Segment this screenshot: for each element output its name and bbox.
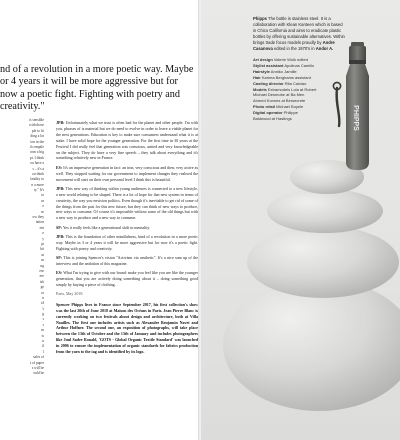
left-column-line: ur [41,198,44,203]
bottle-label: PHIPPS [352,105,359,131]
left-column-line: s [42,322,44,327]
caption-text-2: edited in the 1970's in [272,46,316,51]
left-column-line: with those [29,123,44,128]
speaker-initials: SP: [56,255,62,261]
left-column-line: ding a lot [30,134,44,139]
caption-name-2: Andor A. [315,46,334,51]
left-column-line: il [42,344,44,349]
pull-quote: nd of a revolution in a more poetic way. Maybe or 4 years it will be more aggressive but for now a poetic fight. Fighting with poetry and creativity." [0,64,194,113]
left-column-line: ese [39,268,44,273]
left-column-line: y [42,236,44,241]
credit-label: Art design [253,57,273,62]
left-column-line: d compile [29,144,44,149]
credit-value: Anniko Jamille [269,68,297,74]
left-column-line: s – it's a [32,166,44,171]
credit-value: Rita Calviao [283,80,307,86]
left-column-line: ut [41,252,44,257]
stone-upper-middle [267,189,383,233]
credit-value: Ahmed Konnes at Bersecrete [253,98,306,104]
caption-brand: Phipps [253,16,267,21]
right-page [201,0,400,440]
left-column-line: is sensible [29,118,44,122]
left-column-line: or [41,290,44,295]
left-column-line: ion in the [30,139,44,144]
left-column-line: l [43,349,44,354]
left-column-line: m [41,258,44,263]
left-column-line: ty." It's [33,188,44,193]
credit-value: Michael Boyele [275,104,304,110]
credit-value: Baldwood at Hastings [253,116,292,122]
paragraph-text: This new way of thinking within young audiences is connected to a new lifestyle, a new world relating to be shaped. There is a lot of hope for that new system in terms of creativity, the way you envision politics. Even though it's inevitable to get rid of some of the things from the past for this new future, but they can think of new ways to produce, new ways to consume. Of course it's impossible without some of the old things but with a new way to produce and a new way to consume. [56,185,198,221]
credit-label: Casting director [253,80,284,86]
left-column-line: ge [40,285,44,290]
interview-paragraph [56,186,198,221]
credit-label: Stylist assistant [253,62,284,68]
left-column-line: ou have a [30,161,44,166]
credit-label: Models [253,86,267,92]
credit-line [253,116,345,122]
left-column-line: s will be [31,365,44,370]
left-column-line: id [41,301,44,306]
credit-value: Valerie Wolk edited [272,57,308,62]
left-column-line: m [41,328,44,333]
left-column-line: bit [40,247,44,252]
credit-value: Extramodels Lola at Robert [266,86,317,92]
left-column-line: ent [39,225,44,230]
stone-lower-middle [247,226,399,298]
left-column-line: n [42,339,44,344]
speaker-initials: SP: [56,224,62,230]
credit-value: Karima Berghams assistant [260,74,311,80]
left-column-line: s [42,317,44,322]
paragraph-text: Unfortunately what we trust is often bad for the planet and other people. I'm with you, phrases of is material but we do need to evolve in order to leave a viable planet for the next generations. Education is key to make sure consumers understand what it is at stake. I have solid hope for the younger generation. For the first time in 30 years at the Festival I did really feel that generation was conscious, united and very knowledgeable on the subject. They do have a very fine speech – they talk about everything and it's something relatively new in France. [56,120,199,161]
speaker-initials: JPB: [56,233,65,239]
left-column-line: rom a big [30,150,44,155]
left-column-line: n [42,295,44,300]
left-column-line: e [42,204,44,209]
credit-label: Photo retail [253,104,276,110]
left-column-line: ts [41,333,44,338]
credit-value: Philippe [282,110,298,116]
credit-label: Hairstyle [253,68,270,74]
photo-caption [253,16,345,122]
left-column-line: fatality to [30,177,44,182]
interview-paragraph [56,255,198,267]
credit-label: Hair [253,74,261,80]
left-column-line: ng [40,263,44,268]
speaker-initials: JPB: [56,120,65,125]
left-column-line: pt. I think [29,155,44,160]
interview-paragraph [56,234,198,252]
left-column-line: 's [41,306,44,311]
left-column-line: tation [35,220,44,225]
left-column-line: ould be [33,371,44,376]
left-column-text [0,118,44,377]
interview-paragraph [56,270,198,288]
left-column-line: pt [41,241,44,246]
left-column-line: ou think [32,171,44,176]
interview-paragraphs [56,120,198,288]
caption-text: The bottle is stainless steel. It is a collaboration with Klean Kanteen which is based in Chico California and aims to eradicate plastic bottles by offering sustainable alternatives. Within brings trade focus models proudly by [253,16,345,45]
interview-column [56,120,198,354]
left-column-line: e [42,231,44,236]
left-column-line: ere [39,274,44,279]
left-column-line: se [41,209,44,214]
credit-label: Digital operator [253,110,283,116]
left-column-line: ple to fit [31,128,44,133]
paragraph-text: This is the foundation of other mindfulness, kind of a revolution in a more poetic way. Maybe in 3 or 4 years it will be more aggressive but for now it's a poetic fight. Fighting with poetry and creativity. [56,233,199,251]
left-column-line: ow they [32,215,44,220]
credit-value: Michael Desmobe at Ba Men [253,92,305,98]
speaker-initials: ES: [56,270,63,276]
bio-paragraph: Spencer Phipps lives in France since September 2017, his first collection's show was the last 20th of June 2018 at Maison des Océans in Paris. Jean Pierre Blanc is currently working on two festivals about design and architecture, both at Villa Noailles. The first one includes artists such as Alexandre Benjamin Navet and Arthur Hoffner. The second one, an exposition of photographs, will take place between the 13th of October and the 13th of January and includes photographers like Juul Sadee Ronald, 'GOTS - Global Organic Textile Standard' was launched in 2006 to ensure the implementation of organic standards for fabrics production from the yarn to the tag and is identified by its logo. [56,302,198,354]
speaker-initials: JPB: [56,185,65,191]
paragraph-text: It's an impressive generation in fact: an iron, very conscious and then, very active as well. They stopped waiting for our government to implement changes they realised the movement will start on their own personal level I think this is beautiful. [56,164,198,182]
caption-description [253,16,345,52]
left-column-line: to [41,193,44,198]
interview-paragraph [56,225,198,231]
paragraph-text: What I'm trying to give with our brand: make you feel like you are like the younger generation, that you are actively doing something about it – doing something good simply by buying a piece of clothing. [56,270,198,288]
photo-credits [253,57,345,122]
speaker-initials: ES: [56,164,63,170]
paragraph-text: Yes it really feels like a generational shift in mentality. [62,224,151,230]
paragraph-text: This is joining Spencer's vision "Activism via aesthetic". It's a nice sum up of the interview and the ambition of this magazine. [56,255,198,266]
left-column-line: g [42,312,44,317]
left-column-line: n a more [31,182,44,187]
caption-name-1: Andre Casanova [253,40,335,51]
credit-value: Apolinas Camillo [283,62,315,68]
interview-paragraph [56,165,198,183]
left-column-line: ish [39,279,44,284]
left-column-line: sales of [33,355,44,360]
place-date: Paris, May 2018. [56,291,84,297]
left-column-line: s of paper [29,360,44,365]
interview-paragraph [56,120,198,161]
stone-bottom [223,279,400,411]
